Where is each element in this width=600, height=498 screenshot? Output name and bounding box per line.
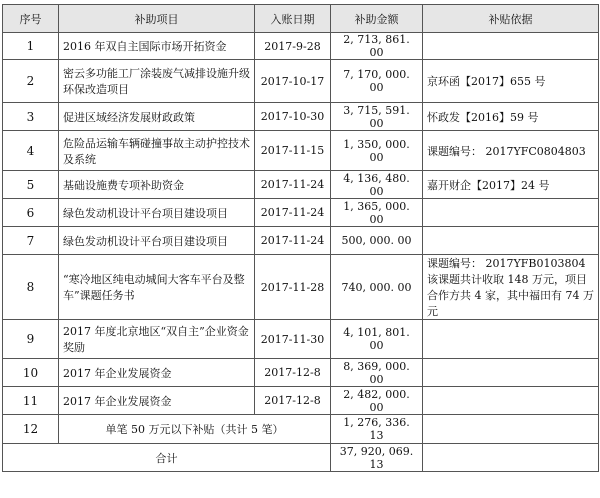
table-row	[3, 320, 599, 359]
row-date: 2017-11-15	[255, 131, 331, 171]
table-row	[3, 199, 599, 227]
header-row	[3, 5, 599, 33]
row-basis	[423, 199, 599, 227]
small-subsidy-amount: 1, 276, 336. 13	[331, 415, 423, 444]
table-row	[3, 171, 599, 199]
row-date: 2017-10-17	[255, 60, 331, 103]
total-amount: 37, 920, 069. 13	[331, 444, 423, 472]
header-date: 入账日期	[255, 5, 331, 33]
row-project: 2017 年企业发展资金	[59, 387, 255, 415]
row-project: “寒冷地区纯电动城间大客车平台及整车”课题任务书	[59, 255, 255, 320]
table-row	[3, 255, 599, 320]
row-amount: 740, 000. 00	[331, 255, 423, 320]
table-row	[3, 227, 599, 255]
row-basis: 京环函【2017】655 号	[423, 60, 599, 103]
row-project: 密云多功能工厂涂装废气减排设施升级环保改造项目	[59, 60, 255, 103]
row-index: 5	[3, 171, 59, 199]
row-date: 2017-11-30	[255, 320, 331, 359]
row-date: 2017-11-24	[255, 171, 331, 199]
table-row	[3, 33, 599, 60]
row-basis: 课题编号： 2017YFC0804803	[423, 131, 599, 171]
row-index: 8	[3, 255, 59, 320]
total-row	[3, 444, 599, 472]
row-index: 12	[3, 415, 59, 444]
row-project: 绿色发动机设计平台项目建设项目	[59, 227, 255, 255]
row-basis: 嘉开财企【2017】24 号	[423, 171, 599, 199]
row-amount: 3, 715, 591. 00	[331, 103, 423, 131]
row-basis	[423, 320, 599, 359]
header-amount: 补助金额	[331, 5, 423, 33]
row-basis: 怀政发【2016】59 号	[423, 103, 599, 131]
row-date: 2017-11-28	[255, 255, 331, 320]
row-amount: 4, 136, 480. 00	[331, 171, 423, 199]
row-index: 3	[3, 103, 59, 131]
row-amount: 1, 350, 000. 00	[331, 131, 423, 171]
row-project: 2017 年度北京地区“双自主”企业资金奖励	[59, 320, 255, 359]
table-row	[3, 103, 599, 131]
row-basis	[423, 33, 599, 60]
row-amount: 2, 713, 861. 00	[331, 33, 423, 60]
row-date: 2017-11-24	[255, 199, 331, 227]
table-row	[3, 387, 599, 415]
row-basis	[423, 415, 599, 444]
row-date: 2017-10-30	[255, 103, 331, 131]
header-index: 序号	[3, 5, 59, 33]
row-project: 绿色发动机设计平台项目建设项目	[59, 199, 255, 227]
row-index: 9	[3, 320, 59, 359]
row-project: 促进区域经济发展财政政策	[59, 103, 255, 131]
row-date: 2017-11-24	[255, 227, 331, 255]
row-index: 1	[3, 33, 59, 60]
row-index: 11	[3, 387, 59, 415]
row-basis	[423, 387, 599, 415]
header-project: 补助项目	[59, 5, 255, 33]
row-amount: 7, 170, 000. 00	[331, 60, 423, 103]
row-basis	[423, 444, 599, 472]
row-date: 2017-9-28	[255, 33, 331, 60]
row-project: 危险品运输车辆碰撞事故主动护控技术及系统	[59, 131, 255, 171]
row-index: 2	[3, 60, 59, 103]
row-amount: 4, 101, 801. 00	[331, 320, 423, 359]
row-index: 7	[3, 227, 59, 255]
row-index: 10	[3, 359, 59, 387]
table-row	[3, 359, 599, 387]
small-subsidy-label: 单笔 50 万元以下补贴（共计 5 笔）	[59, 415, 331, 444]
row-index: 6	[3, 199, 59, 227]
row-basis	[423, 359, 599, 387]
row-index: 4	[3, 131, 59, 171]
small-subsidy-row	[3, 415, 599, 444]
header-basis: 补贴依据	[423, 5, 599, 33]
row-basis: 课题编号： 2017YFB0103804 该课题共计收取 148 万元，项目合作方共 4 家，其中福田有 74 万元	[423, 255, 599, 320]
row-amount: 2, 482, 000. 00	[331, 387, 423, 415]
row-amount: 1, 365, 000. 00	[331, 199, 423, 227]
row-date: 2017-12-8	[255, 359, 331, 387]
total-label: 合计	[3, 444, 331, 472]
row-project: 2017 年企业发展资金	[59, 359, 255, 387]
table-row	[3, 131, 599, 171]
row-amount: 500, 000. 00	[331, 227, 423, 255]
table-row	[3, 60, 599, 103]
row-date: 2017-12-8	[255, 387, 331, 415]
row-project: 基础设施费专项补助资金	[59, 171, 255, 199]
row-basis	[423, 227, 599, 255]
subsidy-table	[2, 4, 599, 472]
row-project: 2016 年双自主国际市场开拓资金	[59, 33, 255, 60]
row-amount: 8, 369, 000. 00	[331, 359, 423, 387]
